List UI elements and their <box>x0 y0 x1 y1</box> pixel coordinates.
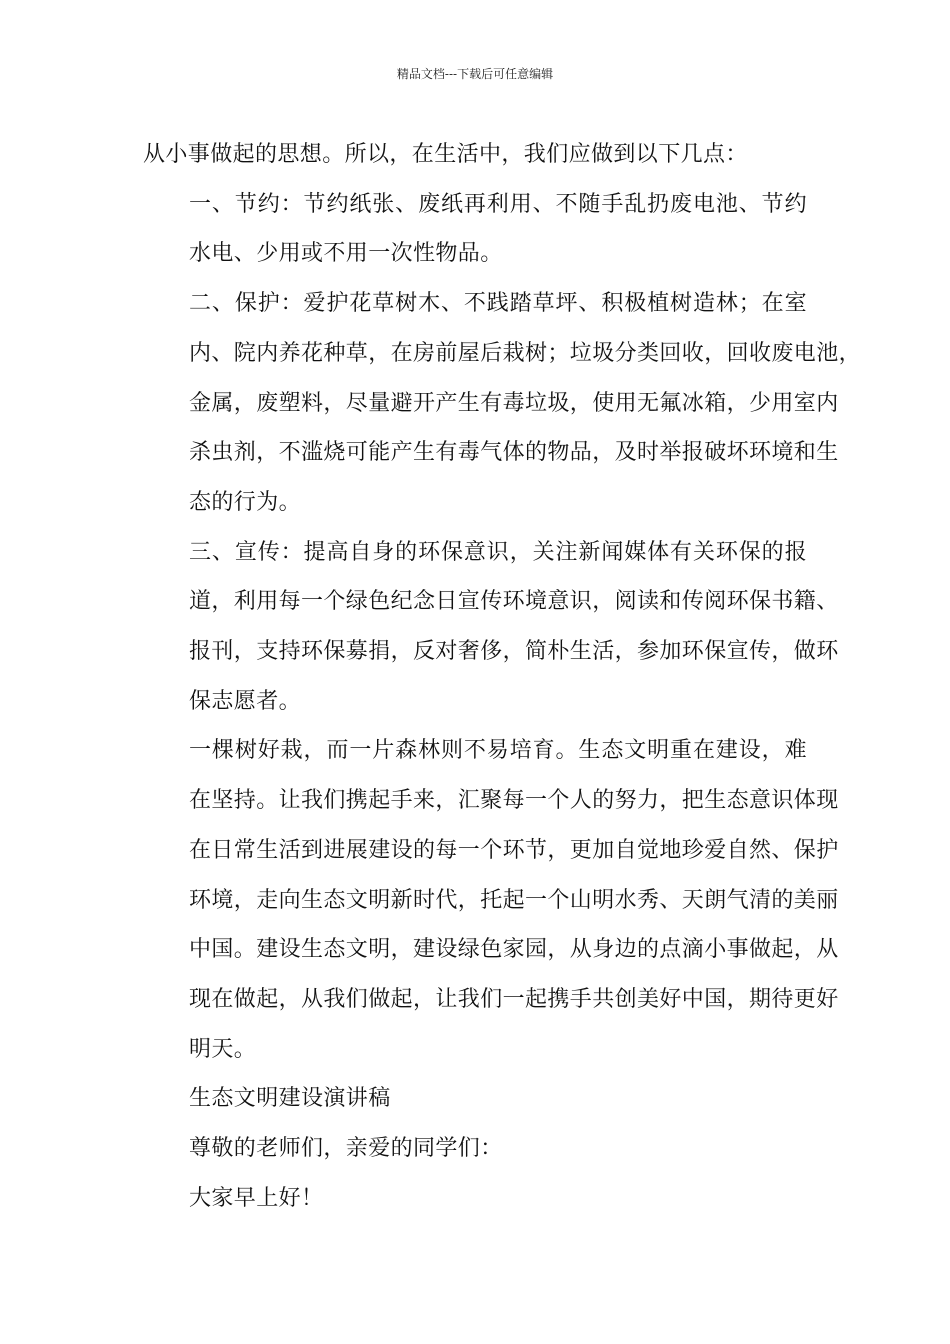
document-body <box>143 130 862 1223</box>
text-line: 环境，走向生态文明新时代，托起一个山明水秀、天朗气清的美丽 <box>189 887 839 913</box>
paragraph-protect <box>143 279 862 528</box>
paragraph-publicize <box>143 528 839 727</box>
text-line: 态的行为。 <box>189 489 302 515</box>
salutation <box>143 1124 807 1174</box>
section-title <box>143 1074 807 1124</box>
text-line: 从小事做起的思想。所以，在生活中，我们应做到以下几点： <box>143 142 748 167</box>
text-line: 在日常生活到进展建设的每一个环节，更加自觉地珍爱自然、保护 <box>189 837 839 863</box>
paragraph-conclusion <box>143 726 839 1074</box>
text-line: 金属，废塑料，尽量避开产生有毒垃圾，使用无氟冰箱，少用室内 <box>189 390 839 416</box>
text-line: 三、宣传：提高自身的环保意识，关注新闻媒体有关环保的报 <box>189 539 807 565</box>
text-line: 现在做起，从我们做起，让我们一起携手共创美好中国，期待更好 <box>189 986 839 1012</box>
text-line: 一棵树好栽，而一片森林则不易培育。生态文明重在建设，难 <box>189 738 807 764</box>
text-line: 水电、少用或不用一次性物品。 <box>189 241 503 267</box>
text-line: 明天。 <box>189 1036 257 1062</box>
text-line: 保志愿者。 <box>189 688 302 714</box>
text-line: 杀虫剂，不滥烧可能产生有毒气体的物品，及时举报破坏环境和生 <box>189 440 839 466</box>
text-line: 中国。建设生态文明，建设绿色家园，从身边的点滴小事做起，从 <box>189 937 839 963</box>
text-line: 道，利用每一个绿色纪念日宣传环境意识，阅读和传阅环保书籍、 <box>189 589 839 615</box>
text-line: 大家早上好！ <box>189 1185 324 1211</box>
greeting <box>143 1174 807 1224</box>
text-line: 二、保护：爱护花草树木、不践踏草坪、积极植树造林；在室 <box>189 291 807 317</box>
paragraph-intro <box>143 130 807 180</box>
paragraph-economize <box>143 180 807 279</box>
page-header: 精品文档---下载后可任意编辑 <box>396 67 554 81</box>
text-line: 在坚持。让我们携起手来，汇聚每一个人的努力，把生态意识体现 <box>189 788 839 814</box>
text-line: 尊敬的老师们，亲爱的同学们： <box>189 1136 503 1162</box>
text-line: 报刊，支持环保募捐，反对奢侈，简朴生活，参加环保宣传，做环 <box>189 639 839 665</box>
text-line: 生态文明建设演讲稿 <box>189 1086 391 1112</box>
text-line: 内、院内养花种草，在房前屋后栽树；垃圾分类回收，回收废电池， <box>189 340 862 366</box>
text-line: 一、节约：节约纸张、废纸再利用、不随手乱扔废电池、节约 <box>189 191 807 217</box>
